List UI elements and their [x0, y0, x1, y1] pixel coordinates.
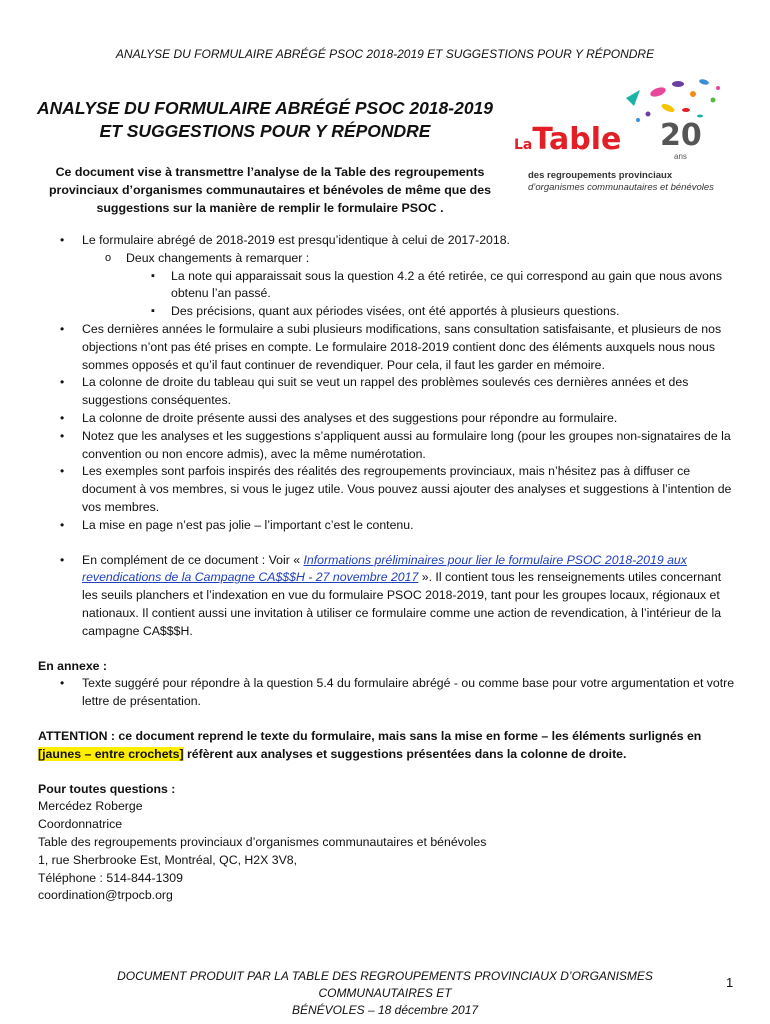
title-line-1: ANALYSE DU FORMULAIRE ABRÉGÉ PSOC 2018-2019 — [36, 98, 494, 118]
bullet-item: • Le formulaire abrégé de 2018-2019 est presqu’identique à celui de 2017-2018. — [38, 232, 740, 250]
contact-address: 1, rue Sherbrooke Est, Montréal, QC, H2X 3V8, — [38, 852, 298, 867]
bullet-item: • Notez que les analyses et les suggestions s’appliquent aussi au formulaire long (pour les groupes non-signataires de la convention ou non encore admis), avec la même numérotation. — [38, 428, 740, 464]
sub-bullet-item: o Deux changements à remarquer : — [38, 250, 740, 268]
logo-number: 20 — [660, 118, 702, 153]
contact-role: Coordonnatrice — [38, 817, 123, 832]
document-body — [38, 232, 740, 905]
bullet-item: • Les exemples sont parfois inspirés des réalités des regroupements provinciaux, mais n’hésitez pas à diffuser ce document à vos membres, si vous le jugez utile. Vous pouvez aussi ajouter des analyses et suggestions à l’intention de vos membres. — [38, 463, 740, 516]
sub-sub-bullet-item: ▪ La note qui apparaissait sous la question 4.2 a été retirée, ce qui correspond au gain que nous avons obtenu l’an passé. — [38, 268, 740, 304]
logo-number-sub: ans — [674, 152, 687, 161]
logo-prefix: La — [514, 137, 533, 153]
table-20-ans-logo — [508, 70, 738, 200]
logo-tagline-1: des regroupements provinciaux — [528, 170, 673, 181]
intro-paragraph: Ce document vise à transmettre l’analyse de la Table des regroupements provinciaux d’organismes communautaires et bénévoles de même que des suggestions sur la manière de remplir le formulaire PSOC . — [48, 165, 492, 215]
sub-sub-bullet-item: ▪ Des précisions, quant aux périodes visées, ont été apportés à plusieurs questions. — [38, 303, 740, 321]
logo-wordmark — [514, 122, 621, 157]
bullet-item: • La colonne de droite présente aussi des analyses et des suggestions pour répondre au formulaire. — [38, 410, 740, 428]
contact-email: coordination@trpocb.org — [38, 888, 173, 903]
bullet-item: • La colonne de droite du tableau qui suit se veut un rappel des problèmes soulevés ces dernières années et des suggestions conséquentes. — [38, 374, 740, 410]
highlight-sample: [jaunes – entre crochets] — [38, 746, 184, 761]
annex-heading: En annexe : — [38, 658, 108, 673]
contact-phone: Téléphone : 514-844-1309 — [38, 870, 183, 885]
logo-tagline-2: d’organismes communautaires et bénévoles — [528, 182, 714, 193]
footer-line-2: BÉNÉVOLES – 18 décembre 2017 — [291, 1003, 479, 1017]
attention-note: ATTENTION : ce document reprend le texte du formulaire, mais sans la mise en forme – les éléments surlignés en [jaunes – entre crochets] réfèrent aux analyses et suggestions présentées dans la colonne de droite. — [38, 728, 702, 761]
title-line-2: ET SUGGESTIONS POUR Y RÉPONDRE — [99, 121, 431, 141]
campaign-info-link[interactable]: Informations préliminaires pour lier le formulaire PSOC 2018-2019 aux revendications de la Campagne CA$$$H - 27 novembre 2017 — [82, 552, 687, 585]
document-title — [30, 97, 500, 143]
page-number: 1 — [726, 975, 734, 990]
bullet-item: • La mise en page n’est pas jolie – l’important c’est le contenu. — [38, 517, 740, 535]
footer-line-1: DOCUMENT PRODUIT PAR LA TABLE DES REGROUPEMENTS PROVINCIAUX D’ORGANISMES COMMUNAUTAIRES ET — [117, 969, 653, 1000]
logo-name: Table — [532, 122, 622, 157]
contact-organization: Table des regroupements provinciaux d’organismes communautaires et bénévoles — [38, 834, 487, 849]
running-header: ANALYSE DU FORMULAIRE ABRÉGÉ PSOC 2018-2019 ET SUGGESTIONS POUR Y RÉPONDRE — [115, 47, 655, 61]
page-footer — [60, 968, 710, 1019]
annex-item: • Texte suggéré pour répondre à la question 5.4 du formulaire abrégé - ou comme base pour votre argumentation et votre lettre de présentation. — [38, 675, 740, 711]
bullet-item: • Ces dernières années le formulaire a subi plusieurs modifications, sans consultation satisfaisante, et plusieurs de nos objections n’ont pas été prises en compte. Le formulaire 2018-2019 contient donc des éléments auxquels nous nous sommes opposés et qu’il faut continuer de revendiquer. Pour cela, il faut les garder en mémoire. — [38, 321, 740, 374]
bullet-item: • En complément de ce document : Voir « Informations préliminaires pour lier le formulaire PSOC 2018-2019 aux revendications de la Campagne CA$$$H - 27 novembre 2017 ». Il contient tous les renseignements utiles concernant les seuils planchers et l’indexation en vue du formulaire PSOC 2018-2019, tant pour les groupes locaux, régionaux et nationaux. Il contient aussi une invitation à utiliser ce formulaire comme une action de revendication, à l’intérieur de la campagne CA$$$H. — [38, 552, 740, 641]
contact-heading: Pour toutes questions : — [38, 781, 176, 796]
contact-name: Mercédez Roberge — [38, 799, 143, 814]
